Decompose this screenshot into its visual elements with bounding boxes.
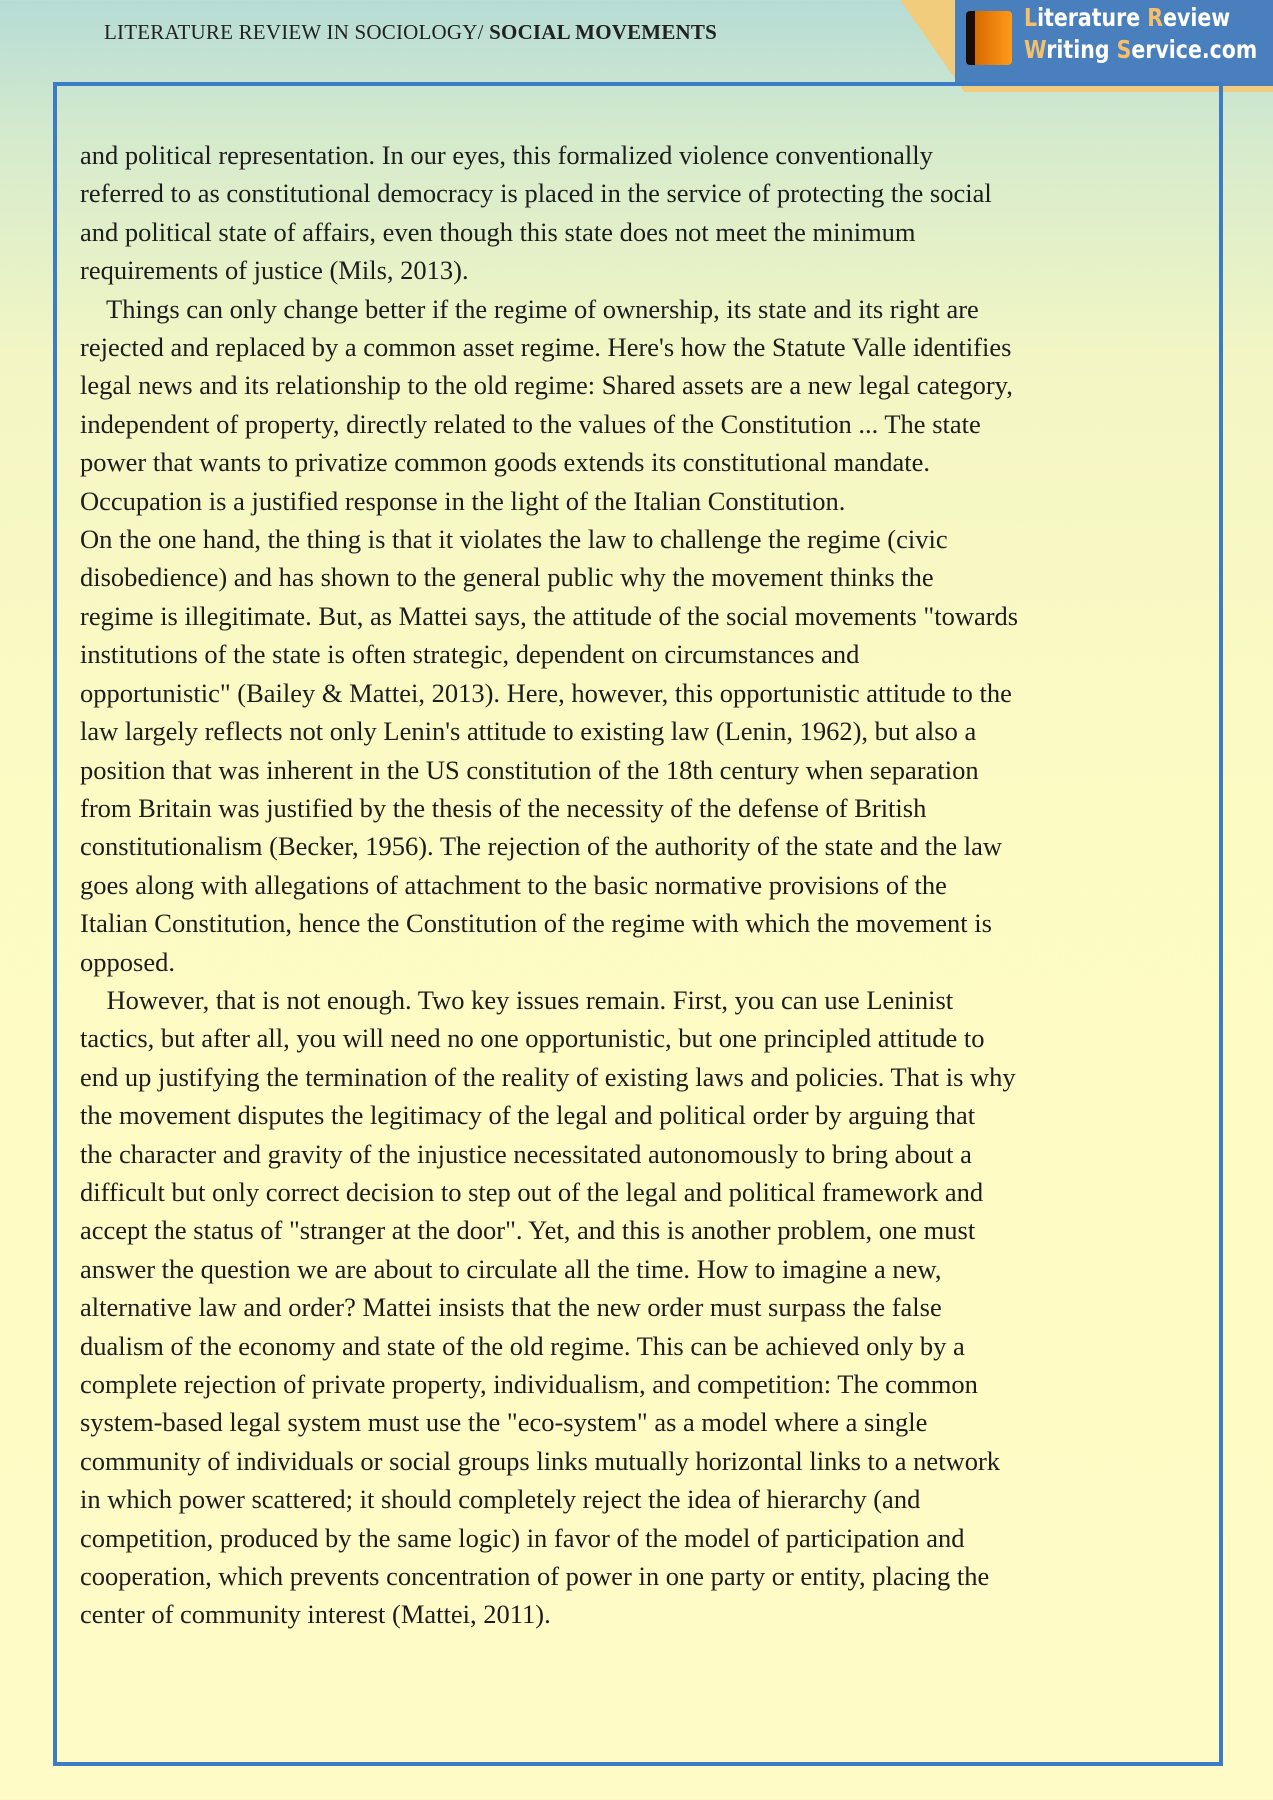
text-line: community of individuals or social groups links mutually horizontal links to a network — [80, 1445, 1001, 1476]
text-line: and political state of affairs, even though this state does not meet the minimum — [80, 216, 916, 247]
text-line: institutions of the state is often strategic, dependent on circumstances and — [80, 639, 860, 670]
text-line: Occupation is a justified response in the light of the Italian Constitution. — [80, 485, 846, 516]
text-line: difficult but only correct decision to step out of the legal and political framework and — [80, 1176, 984, 1207]
text-line: disobedience) and has shown to the general public why the movement thinks the — [80, 562, 934, 593]
text-line: alternative law and order? Mattei insists that the new order must surpass the false — [80, 1292, 942, 1323]
text-line: system-based legal system must use the "eco-system" as a model where a single — [80, 1407, 928, 1438]
text-line: regime is illegitimate. But, as Mattei says, the attitude of the social movements "towards — [80, 600, 1019, 631]
logo-text: Literature Review Writing Service.com — [1024, 3, 1258, 64]
text-line: from Britain was justified by the thesis of the necessity of the defense of British — [80, 792, 927, 823]
text-line: legal news and its relationship to the old regime: Shared assets are a new legal category, — [80, 370, 1013, 401]
text-line: in which power scattered; it should completely reject the idea of hierarchy (and — [80, 1484, 921, 1515]
text-line: On the one hand, the thing is that it violates the law to challenge the regime (civic — [80, 524, 948, 555]
text-line: end up justifying the termination of the reality of existing laws and policies. That is why — [80, 1061, 1016, 1092]
text-line: the character and gravity of the injustice necessitated autonomously to bring about a — [80, 1138, 972, 1169]
text-line: opportunistic" (Bailey & Mattei, 2013). Here, however, this opportunistic attitude to the — [80, 677, 1012, 708]
text-line: independent of property, directly related to the values of the Constitution ... The state — [80, 408, 981, 439]
text-line: constitutionalism (Becker, 1956). The rejection of the authority of the state and the law — [80, 831, 1003, 862]
text-line: Things can only change better if the regime of ownership, its state and its right are — [80, 293, 979, 324]
header-topic: SOCIAL MOVEMENTS — [489, 20, 717, 44]
text-line: Italian Constitution, hence the Constitution of the regime with which the movement is — [80, 908, 992, 939]
text-line: law largely reflects not only Lenin's attitude to existing law (Lenin, 1962), but also a — [80, 716, 977, 747]
book-icon — [966, 11, 1012, 65]
text-line: accept the status of "stranger at the door". Yet, and this is another problem, one must — [80, 1215, 976, 1246]
text-line: goes along with allegations of attachment to the basic normative provisions of the — [80, 869, 947, 900]
text-line: complete rejection of private property, individualism, and competition: The common — [80, 1369, 978, 1399]
text-line: the movement disputes the legitimacy of the legal and political order by arguing that — [80, 1100, 976, 1131]
text-line: cooperation, which prevents concentration of power in one party or entity, placing the — [80, 1561, 990, 1592]
text-line: tactics, but after all, you will need no one opportunistic, but one principled attitude to — [80, 1023, 985, 1054]
text-line: and political representation. In our eyes, this formalized violence conventionally — [80, 140, 933, 170]
text-line: power that wants to privatize common goods extends its constitutional mandate. — [80, 447, 931, 478]
header-section: LITERATURE REVIEW IN SOCIOLOGY/ — [104, 20, 484, 44]
text-line: referred to as constitutional democracy is placed in the service of protecting the social — [80, 178, 992, 209]
running-header — [104, 20, 717, 45]
text-line: answer the question we are about to circulate all the time. How to imagine a new, — [80, 1253, 942, 1284]
text-line: However, that is not enough. Two key issues remain. First, you can use Leninist — [80, 984, 954, 1015]
text-line: center of community interest (Mattei, 2011). — [80, 1599, 551, 1630]
text-line: position that was inherent in the US constitution of the 18th century when separation — [80, 754, 979, 785]
text-line: competition, produced by the same logic) in favor of the model of participation and — [80, 1522, 965, 1553]
body-text — [80, 136, 1018, 1634]
text-line: requirements of justice (Mils, 2013). — [80, 255, 469, 286]
text-line: dualism of the economy and state of the old regime. This can be achieved only by a — [80, 1330, 965, 1361]
text-line: opposed. — [80, 946, 175, 977]
text-line: rejected and replaced by a common asset regime. Here's how the Statute Valle identifies — [80, 332, 1012, 363]
